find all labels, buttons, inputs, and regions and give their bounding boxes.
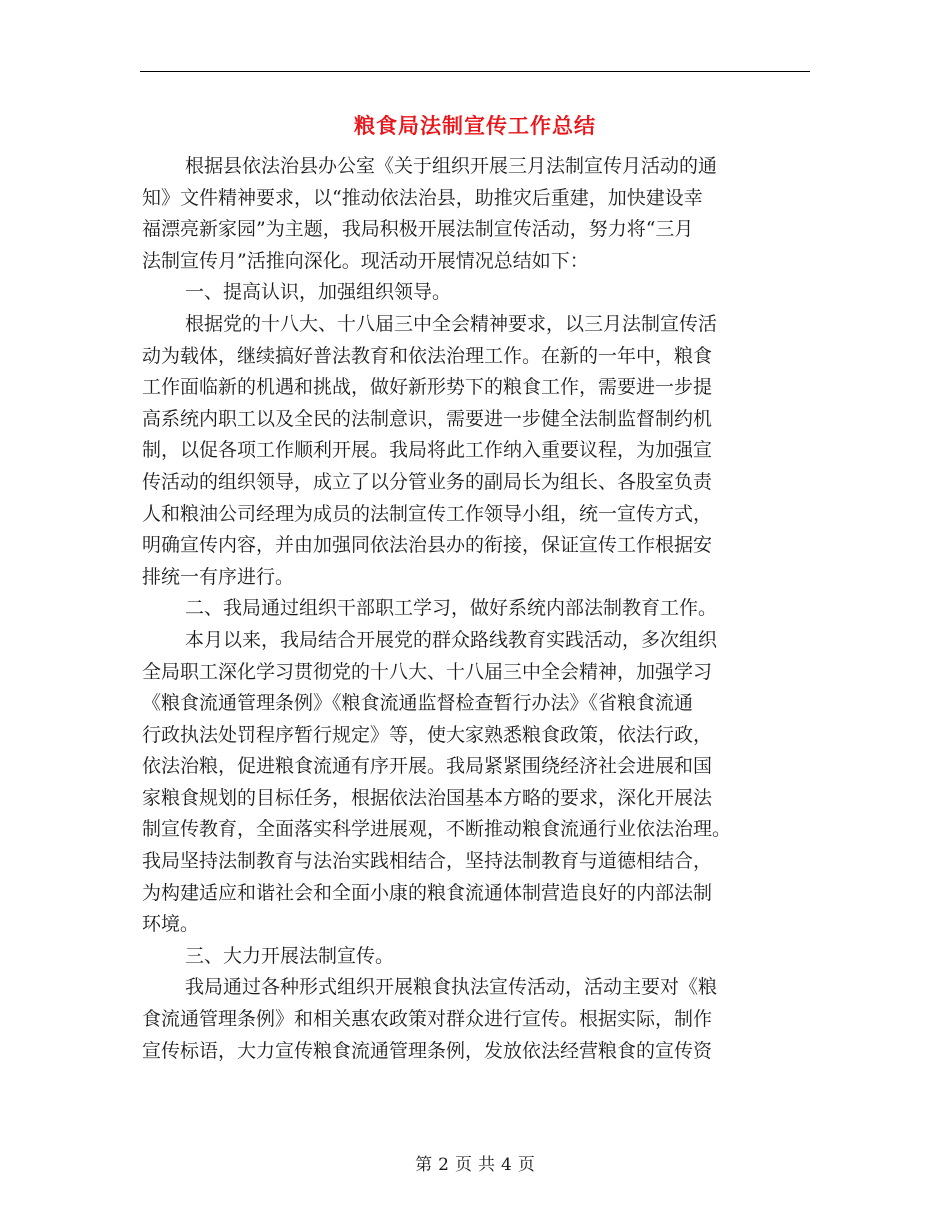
body-line: 宣传标语，大力宣传粮食流通管理条例，发放依法经营粮食的宣传资 — [142, 1039, 713, 1062]
body-line: 《粮食流通管理条例》《粮食流通监督检查暂行办法》《省粮食流通 — [142, 692, 694, 715]
body-line: 人和粮油公司经理为成员的法制宣传工作领导小组，统一宣传方式， — [142, 502, 713, 525]
body-line: 行政执法处罚程序暂行规定》等，使大家熟悉粮食政策，依法行政， — [142, 723, 713, 746]
body-line: 制宣传教育，全面落实科学进展观，不断推动粮食流通行业依法治理。 — [142, 818, 732, 841]
body-line: 高系统内职工以及全民的法制意识，需要进一步健全法制监督制约机 — [142, 407, 713, 430]
body-line: 根据党的十八大、十八届三中全会精神要求，以三月法制宣传活 — [185, 312, 718, 335]
header-rule — [140, 71, 810, 72]
body-line: 知》文件精神要求，以“推动依法治县，助推灾后重建，加快建设幸 — [142, 186, 703, 209]
body-line: 排统一有序进行。 — [142, 565, 295, 588]
footer-page-unit: 页 — [455, 1155, 472, 1175]
body-line: 明确宣传内容，并由加强同依法治县办的衔接，保证宣传工作根据安 — [142, 534, 713, 557]
page-footer — [0, 1152, 950, 1178]
body-line: 环境。 — [142, 913, 200, 936]
body-line: 根据县依法治县办公室《关于组织开展三月法制宣传月活动的通 — [185, 155, 718, 177]
body-line: 我局坚持法制教育与法治实践相结合，坚持法制教育与道德相结合， — [142, 850, 713, 873]
document-body — [142, 151, 810, 1067]
body-line: 一、提高认识，加强组织领导。 — [185, 281, 452, 304]
body-line: 二、我局通过组织干部职工学习，做好系统内部法制教育工作。 — [185, 597, 718, 620]
footer-total-pages: 4 — [501, 1155, 512, 1175]
body-line: 传活动的组织领导，成立了以分管业务的副局长为组长、各股室负责 — [142, 470, 713, 493]
body-line: 法制宣传月”活推向深化。现活动开展情况总结如下： — [142, 249, 589, 272]
body-line: 家粮食规划的目标任务，根据依法治国基本方略的要求，深化开展法 — [142, 786, 713, 809]
body-line: 食流通管理条例》和相关惠农政策对群众进行宣传。根据实际，制作 — [142, 1008, 713, 1031]
footer-prefix: 第 — [415, 1155, 433, 1175]
body-line: 全局职工深化学习贯彻党的十八大、十八届三中全会精神，加强学习 — [142, 660, 713, 683]
body-line: 我局通过各种形式组织开展粮食执法宣传活动，活动主要对《粮 — [185, 976, 718, 999]
body-line: 工作面临新的机遇和挑战，做好新形势下的粮食工作，需要进一步提 — [142, 376, 713, 399]
body-line: 三、大力开展法制宣传。 — [185, 944, 395, 967]
footer-total-prefix: 共 — [478, 1155, 495, 1175]
body-line: 为构建适应和谐社会和全面小康的粮食流通体制营造良好的内部法制 — [142, 881, 713, 904]
body-line: 本月以来，我局结合开展党的群众路线教育实践活动，多次组织 — [185, 628, 718, 651]
footer-total-unit: 页 — [517, 1155, 535, 1175]
body-line: 依法治粮，促进粮食流通有序开展。我局紧紧围绕经济社会进展和国 — [142, 755, 713, 778]
body-line: 动为载体，继续搞好普法教育和依法治理工作。在新的一年中，粮食 — [142, 344, 713, 367]
body-line: 制，以促各项工作顺利开展。我局将此工作纳入重要议程，为加强宣 — [142, 439, 713, 462]
document-title: 粮食局法制宣传工作总结 — [354, 114, 596, 138]
body-line: 福漂亮新家园”为主题，我局积极开展法制宣传活动，努力将“三月 — [142, 218, 694, 241]
footer-page-number: 2 — [438, 1155, 449, 1175]
